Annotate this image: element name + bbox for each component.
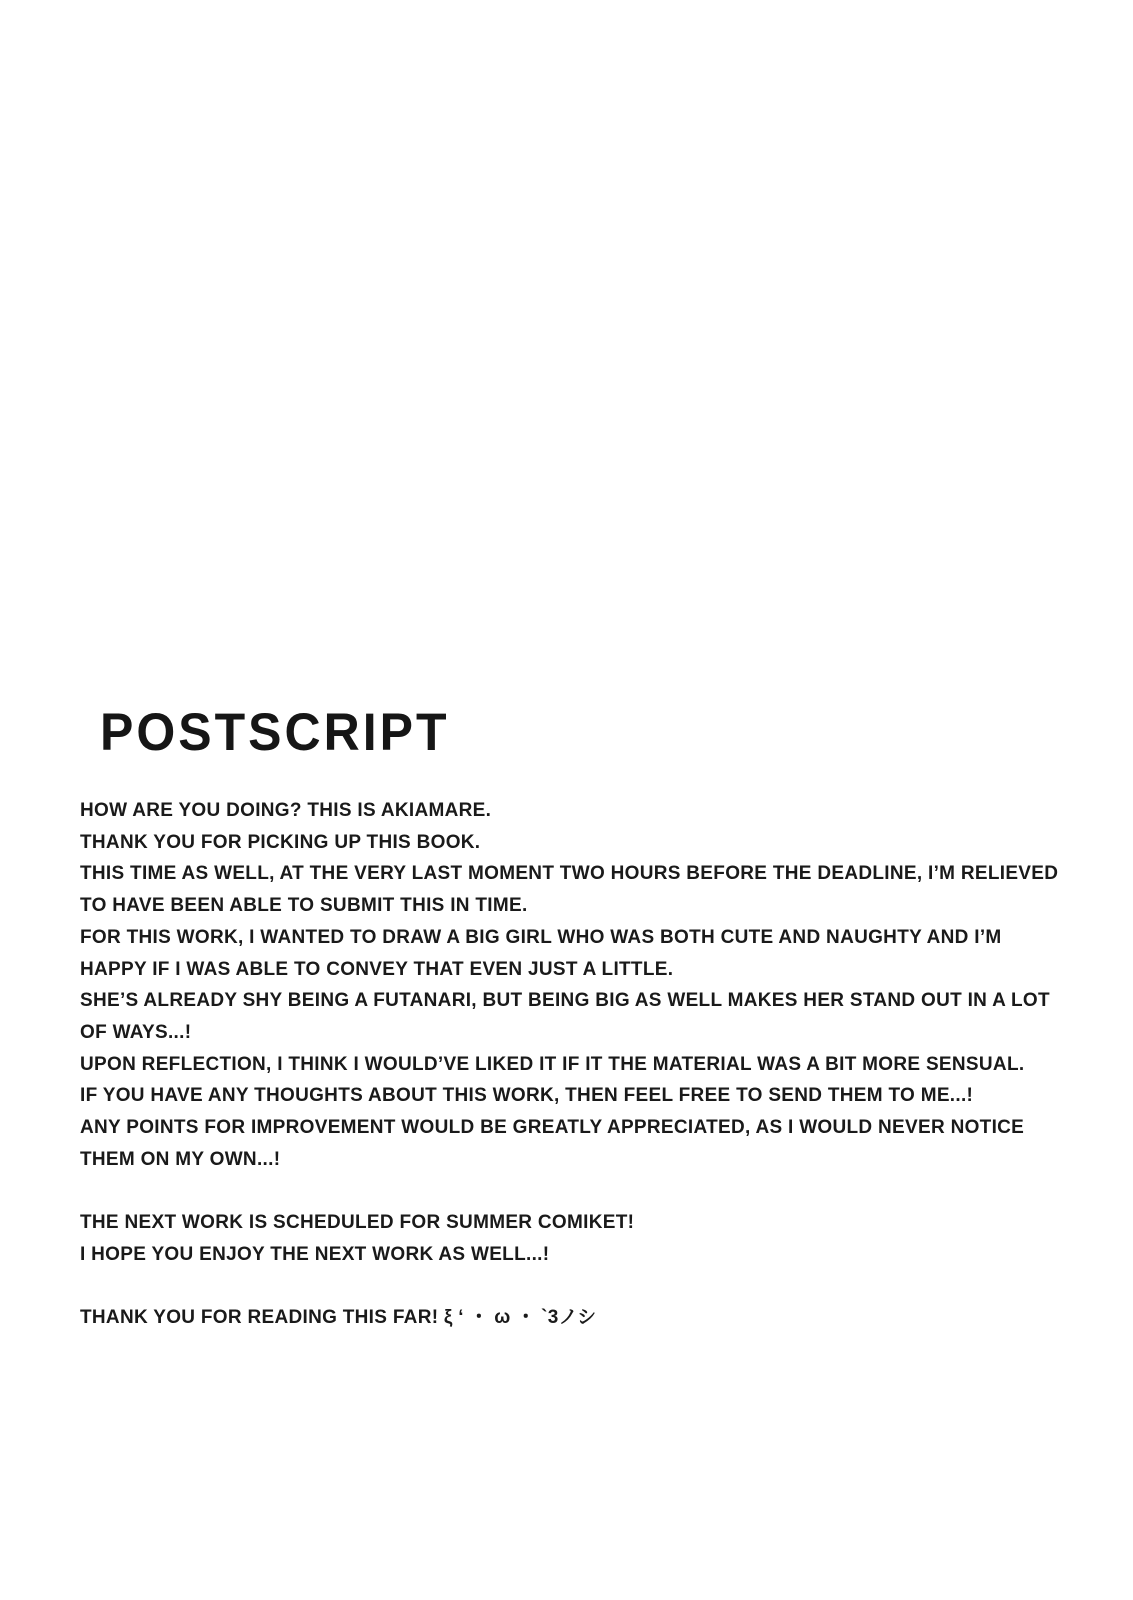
text-line: UPON REFLECTION, I THINK I WOULD’VE LIKED IT IF IT THE MATERIAL WAS A BIT MORE SENSUAL. — [80, 1053, 1025, 1075]
blank-line — [80, 1175, 1060, 1207]
blank-line — [80, 1271, 1060, 1303]
text-line: HAPPY IF I WAS ABLE TO CONVEY THAT EVEN JUST A LITTLE. — [80, 958, 674, 980]
text-line: FOR THIS WORK, I WANTED TO DRAW A BIG GIRL WHO WAS BOTH CUTE AND NAUGHTY AND I’M — [80, 926, 1002, 948]
text-line: TO HAVE BEEN ABLE TO SUBMIT THIS IN TIME. — [80, 895, 528, 917]
text-line: ANY POINTS FOR IMPROVEMENT WOULD BE GREATLY APPRECIATED, AS I WOULD NEVER NOTICE — [80, 1117, 1025, 1139]
text-line: THEM ON MY OWN...! — [80, 1148, 281, 1170]
text-line: THIS TIME AS WELL, AT THE VERY LAST MOMENT TWO HOURS BEFORE THE DEADLINE, I’M RELIEVED — [80, 863, 1059, 885]
text-line: THE NEXT WORK IS SCHEDULED FOR SUMMER COMIKET! — [80, 1212, 635, 1234]
postscript-body — [80, 795, 1060, 1334]
text-line: IF YOU HAVE ANY THOUGHTS ABOUT THIS WORK, THEN FEEL FREE TO SEND THEM TO ME...! — [80, 1085, 974, 1107]
text-line: HOW ARE YOU DOING? THIS IS AKIAMARE. — [80, 800, 492, 821]
text-line: OF WAYS...! — [80, 1021, 192, 1043]
text-line: I HOPE YOU ENJOY THE NEXT WORK AS WELL...! — [80, 1243, 550, 1265]
text-line: SHE’S ALREADY SHY BEING A FUTANARI, BUT BEING BIG AS WELL MAKES HER STAND OUT IN A LOT — [80, 990, 1050, 1012]
postscript-title: POSTSCRIPT — [100, 702, 450, 762]
text-line-signoff: THANK YOU FOR READING THIS FAR! ξ ‘ ・ ω ・ `3ノシ — [80, 1307, 597, 1329]
text-line: THANK YOU FOR PICKING UP THIS BOOK. — [80, 831, 481, 853]
